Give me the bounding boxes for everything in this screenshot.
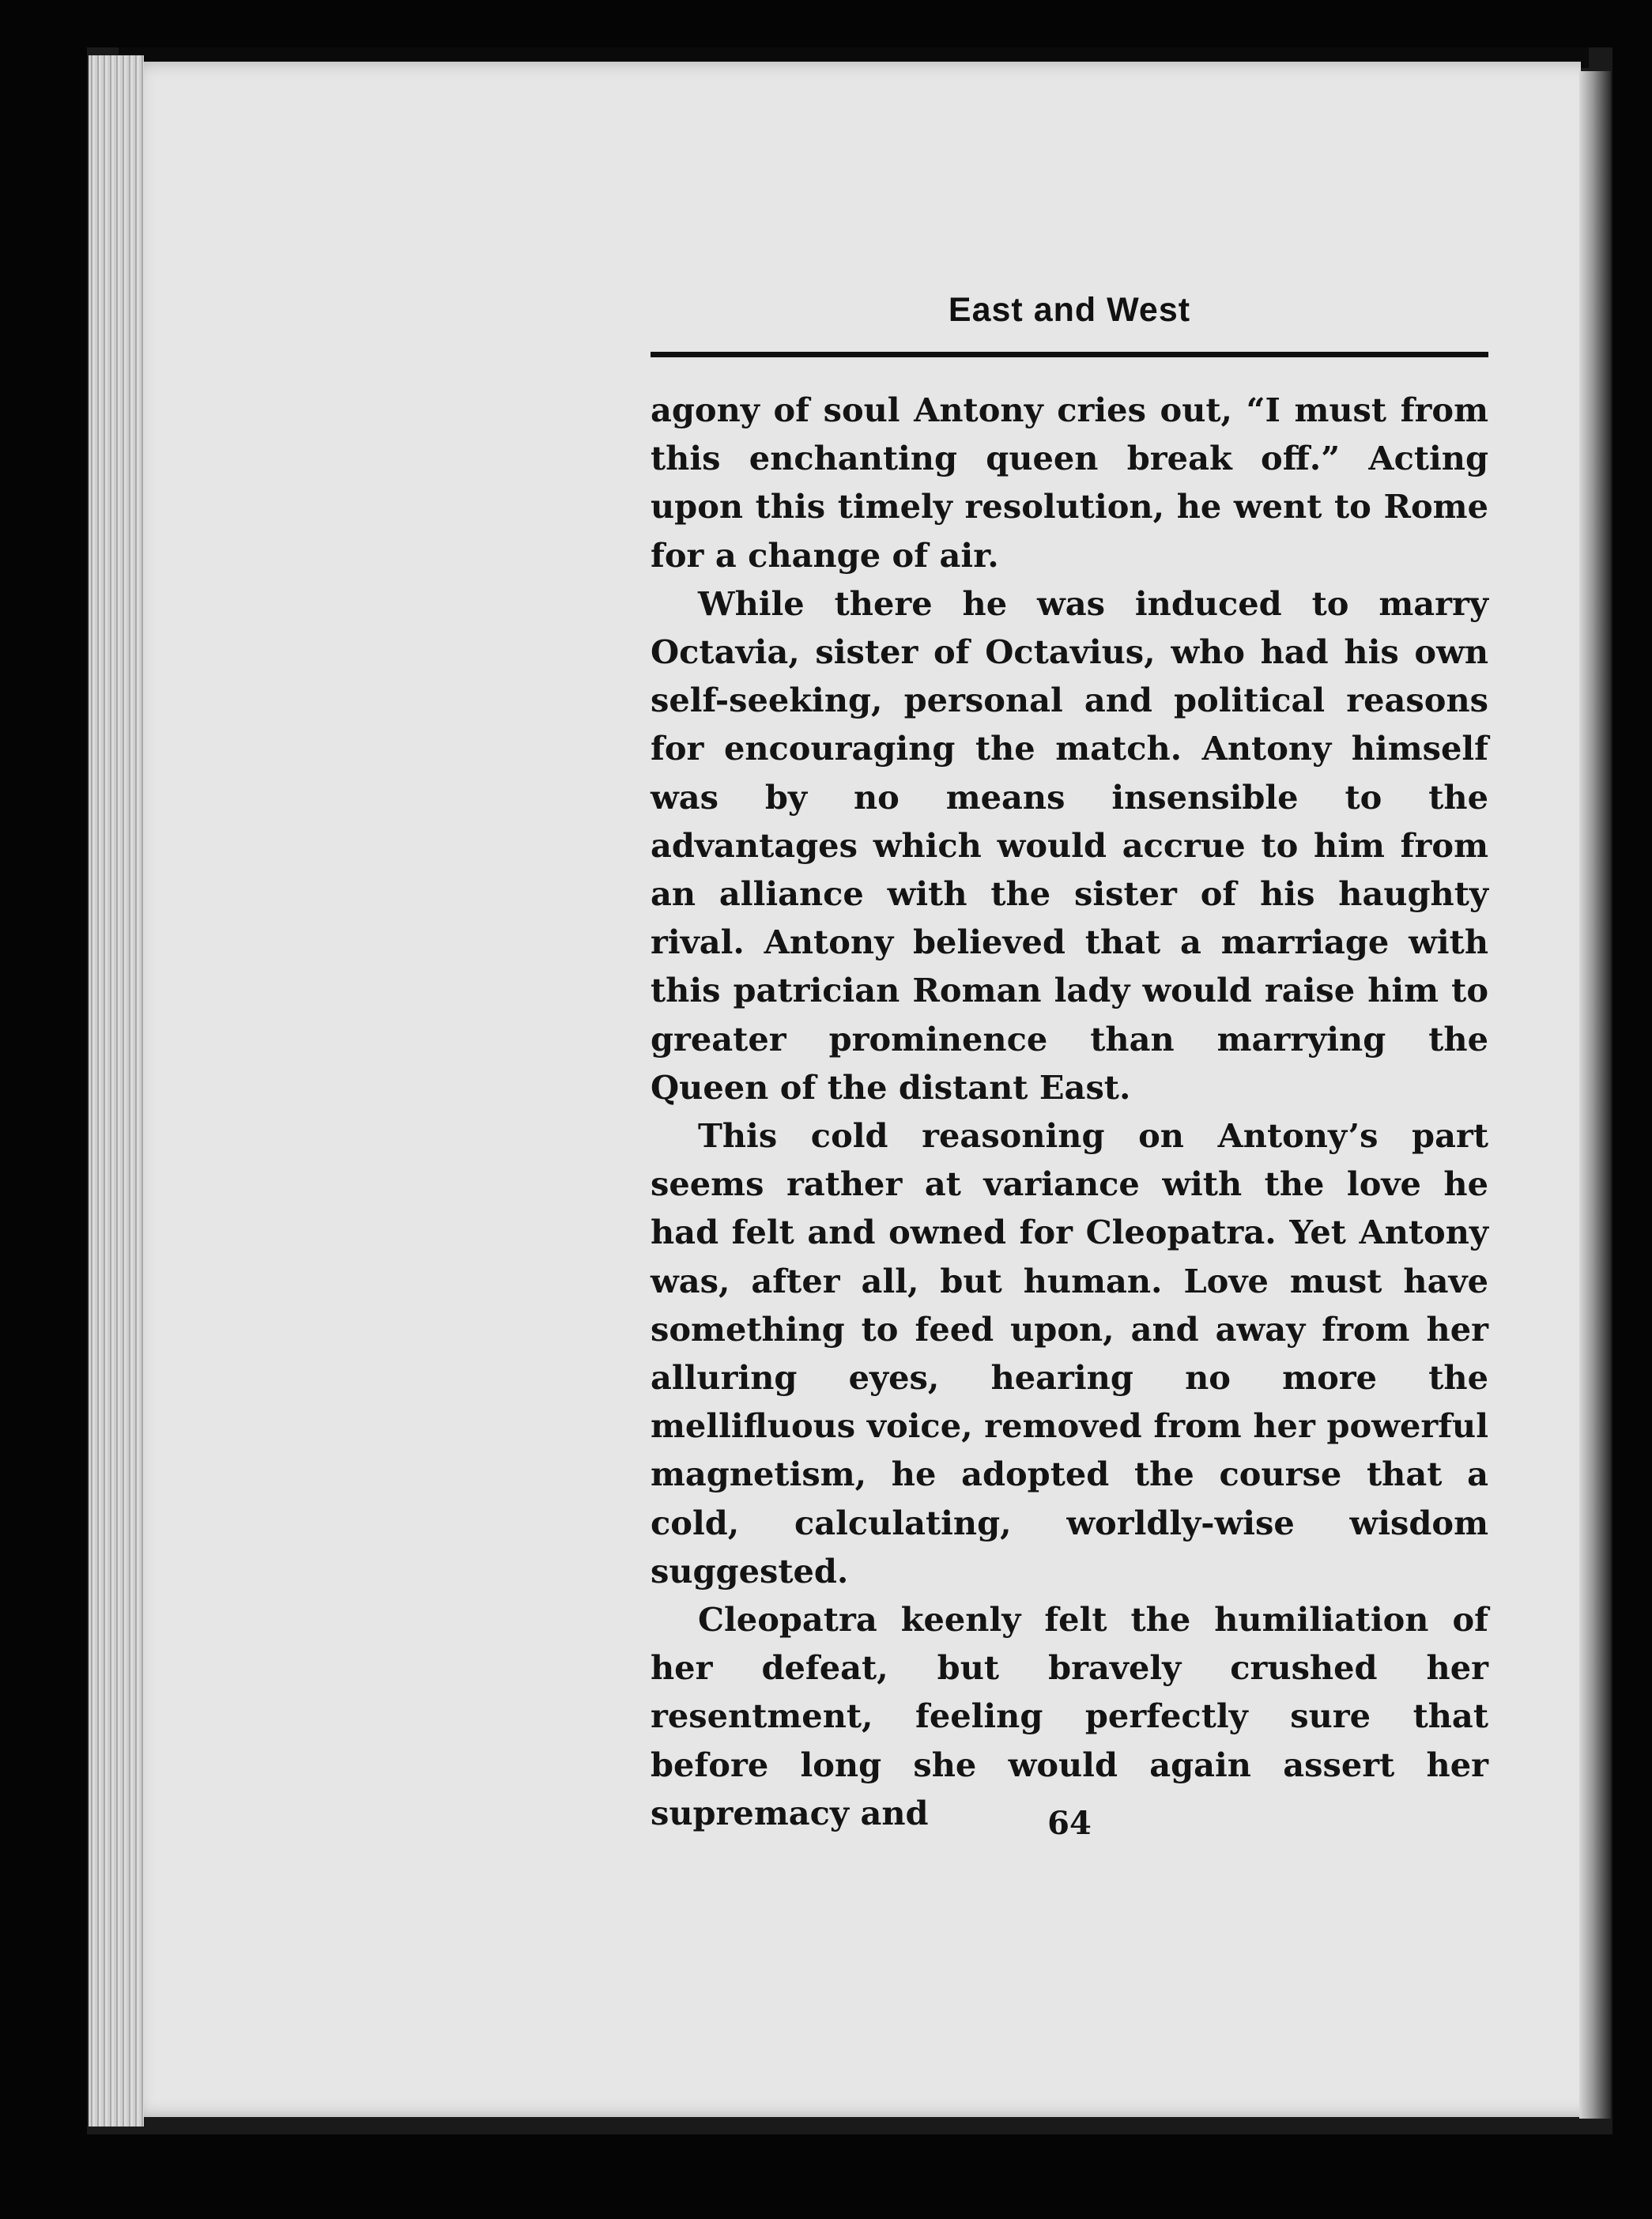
- header-rule: [651, 352, 1488, 357]
- running-head: East and West: [948, 291, 1191, 329]
- paragraph: agony of soul Antony cries out, “I must from this enchanting queen break off.” Acting upon this timely resolution, he went to Rome for a change of air.: [651, 391, 1488, 575]
- body-text: [651, 386, 1488, 1837]
- paragraph: Cleopatra keenly felt the humiliation of her defeat, but bravely crushed her resentment, feeling perfectly sure that before long she would again assert her supremacy and: [651, 1600, 1488, 1832]
- page-number: 64: [1047, 1805, 1092, 1842]
- paragraph: This cold reasoning on Antony’s part seems rather at variance with the love he had felt and owned for Cleopatra. Yet Antony was, after all, but human. Love must have something to feed upon, and away from her alluring eyes, hearing no more the mellifluous voice, removed from her powerful magnetism, he adopted the course that a cold, calculating, worldly-wise wisdom suggested.: [651, 1116, 1488, 1591]
- paragraph: While there he was induced to marry Octavia, sister of Octavius, who had his own self-seeking, personal and political reasons for encouraging the match. Antony himself was by no means insensible to the advantages which would accrue to him from an alliance with the sister of his haughty rival. Antony believed that a marriage with this patrician Roman lady would raise him to greater prominence than marrying the Queen of the distant East.: [651, 583, 1488, 1107]
- page-stack-edge: [89, 55, 144, 2127]
- page-gutter-shadow: [1579, 71, 1611, 2119]
